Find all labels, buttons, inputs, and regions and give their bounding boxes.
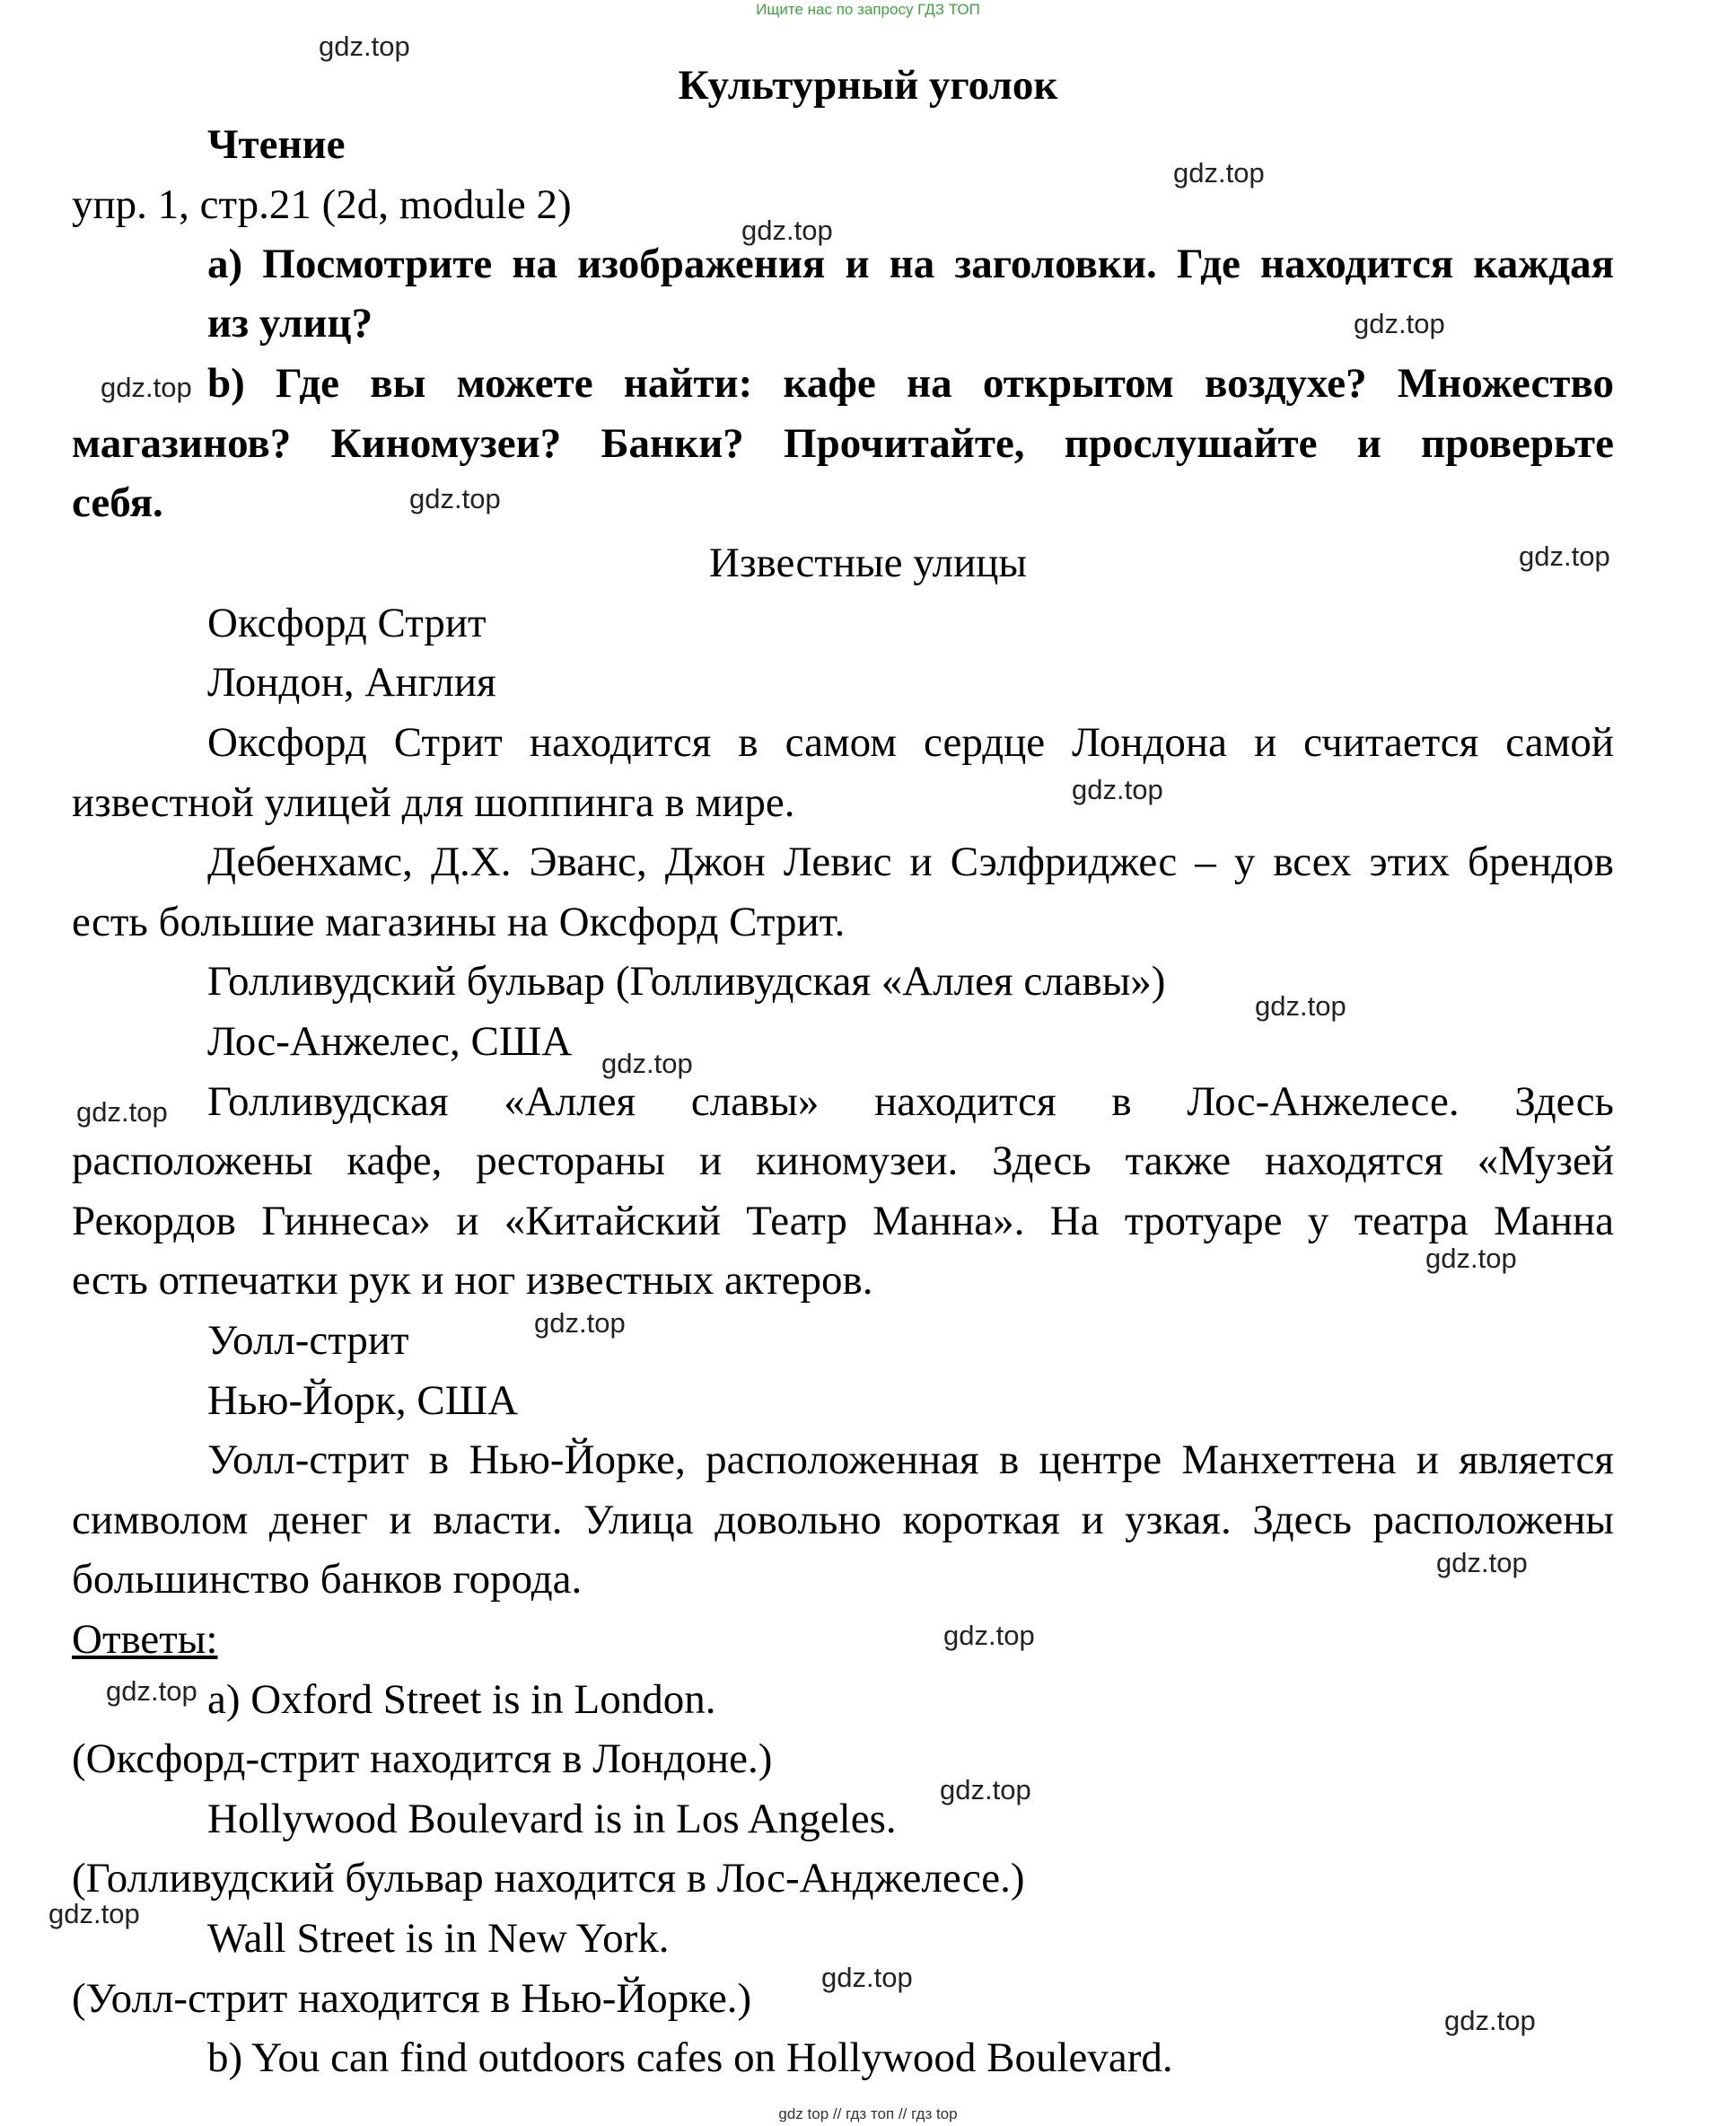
watermark: gdz.top [1436,1547,1528,1578]
watermark: gdz.top [1425,1243,1517,1274]
watermark: gdz.top [1519,540,1610,572]
watermark: gdz.top [1255,990,1346,1022]
task-b-line: себя. [72,479,163,526]
task-b-line: b) Где вы можете найти: кафе на открытом воздухе? Множество [207,360,1614,407]
street-name: Оксфорд Стрит [207,600,487,646]
paragraph-line: Уолл-стрит в Нью-Йорке, расположенная в центре Манхеттена и является [207,1436,1614,1483]
street-name: Уолл-стрит [207,1317,409,1364]
task-b-line: магазинов? Киномузеи? Банки? Прочитайте, прослушайте и проверьте [72,420,1614,467]
paragraph-line: Рекордов Гиннеса» и «Китайский Театр Манна». На тротуаре у театра Манна [72,1198,1614,1244]
text-title: Известные улицы [709,540,1027,586]
paragraph-line: большинство банков города. [72,1556,583,1603]
street-place: Лондон, Англия [207,659,496,706]
exercise-reference: упр. 1, стр.21 (2d, module 2) [72,181,572,228]
street-place: Нью-Йорк, США [207,1377,519,1424]
watermark: gdz.top [1444,2005,1536,2036]
paragraph-line: расположены кафе, рестораны и киномузеи. Здесь также находятся «Музей [72,1138,1614,1184]
paragraph-line: Оксфорд Стрит находится в самом сердце Лондона и считается самой [207,719,1614,766]
watermark: gdz.top [1173,157,1265,189]
answers-label: Ответы: [72,1616,218,1663]
paragraph-line: символом денег и власти. Улица довольно короткая и узкая. Здесь расположены [72,1497,1614,1543]
watermark: gdz.top [76,1096,168,1128]
answer-line: Hollywood Boulevard is in Los Angeles. [207,1796,897,1842]
watermark: gdz.top [1354,308,1445,339]
watermark: gdz.top [319,31,410,62]
answer-line: (Уолл-стрит находится в Нью-Йорке.) [72,1975,752,2022]
footer-banner[interactable]: gdz top // гдз топ // гдз top [778,2105,958,2122]
task-a-line: а) Посмотрите на изображения и на заголовки. Где находится каждая [207,241,1614,287]
paragraph-line: известной улицей для шоппинга в мире. [72,779,795,826]
street-name: Голливудский бульвар (Голливудская «Аллея славы») [207,958,1166,1005]
street-place: Лос-Анжелес, США [207,1018,573,1065]
watermark: gdz.top [1072,774,1163,805]
watermark: gdz.top [741,215,833,246]
answer-line: b) You can find outdoors cafes on Hollywood Boulevard. [207,2034,1173,2081]
watermark: gdz.top [409,483,501,514]
watermark: gdz.top [101,372,192,403]
watermark: gdz.top [48,1898,140,1929]
watermark: gdz.top [601,1048,693,1079]
watermark: gdz.top [534,1307,626,1339]
paragraph-line: Дебенхамс, Д.Х. Эванс, Джон Левис и Сэлфриджес – у всех этих брендов [207,839,1614,885]
paragraph-line: Голливудская «Аллея славы» находится в Лос-Анжелесе. Здесь [207,1078,1614,1125]
paragraph-line: есть отпечатки рук и ног известных актеров. [72,1257,873,1304]
page-title: Культурный уголок [678,62,1058,109]
task-a-line: из улиц? [207,300,373,347]
watermark: gdz.top [940,1774,1031,1805]
section-heading: Чтение [207,121,346,168]
paragraph-line: есть большие магазины на Оксфорд Стрит. [72,899,846,945]
answer-line: а) Oxford Street is in London. [207,1676,716,1723]
answer-line: (Голливудский бульвар находится в Лос-Анджелесе.) [72,1855,1025,1902]
watermark: gdz.top [821,1962,913,1993]
watermark: gdz.top [106,1675,197,1707]
answer-line: Wall Street is in New York. [207,1915,670,1962]
watermark: gdz.top [943,1620,1035,1651]
header-banner[interactable]: Ищите нас по запросу ГДЗ ТОП [756,1,980,18]
answer-line: (Оксфорд-стрит находится в Лондоне.) [72,1735,773,1782]
